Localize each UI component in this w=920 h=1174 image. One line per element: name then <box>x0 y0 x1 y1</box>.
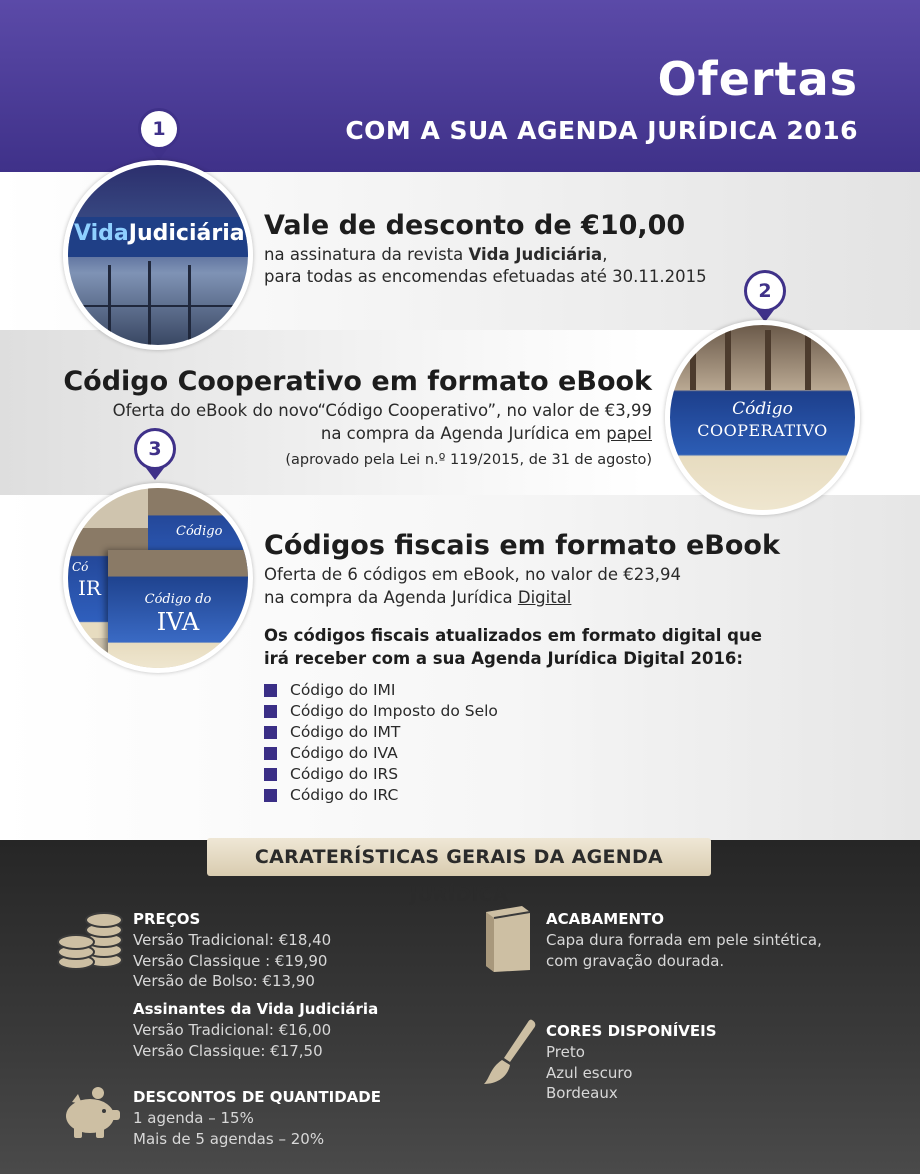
colors-lines <box>546 1042 632 1104</box>
vida-judiciaria-cover-image <box>63 160 253 350</box>
color-option: Bordeaux <box>546 1084 618 1102</box>
offer-1-pin-tail <box>150 148 168 160</box>
codigos-fiscais-cover-image <box>63 483 253 673</box>
cover-left-label: Có <box>72 560 89 574</box>
piggy-bank-icon <box>58 1086 124 1144</box>
offer-2-line-1: Oferta do eBook do novo“Código Cooperativo”, no valor de €3,99 <box>112 401 652 420</box>
paintbrush-icon <box>480 1018 540 1092</box>
finish-line: com gravação dourada. <box>546 951 725 970</box>
offer-3-line-1: Oferta de 6 códigos em eBook, no valor de €23,94 <box>264 565 681 584</box>
cover-front-line-1: Código do <box>144 592 212 607</box>
cooperativo-cover-line-2: COOPERATIVO <box>697 421 828 440</box>
offer-2-number-pin: 2 <box>744 270 786 312</box>
offer-1-line-2: para todas as encomendas efetuadas até 30.11.2015 <box>264 267 707 286</box>
page-subtitle: COM A SUA AGENDA JURÍDICA 2016 <box>345 116 858 145</box>
features-banner: CARATERÍSTICAS GERAIS DA AGENDA JURÍDICA <box>207 838 711 876</box>
cover-back-sub: IR <box>78 576 101 600</box>
list-item: Código do IRS <box>264 764 498 785</box>
price-line: Versão Tradicional: €16,00 <box>133 1021 332 1039</box>
color-option: Preto <box>546 1043 585 1061</box>
fiscal-codes-list <box>264 680 498 806</box>
offer-1-line-1 <box>264 244 607 266</box>
offer-3-number-pin: 3 <box>134 428 176 470</box>
price-line: Versão de Bolso: €13,90 <box>133 972 315 990</box>
offer-3-digital-link: Digital <box>517 588 572 607</box>
price-line: Versão Classique : €19,90 <box>133 951 328 970</box>
finish-lines <box>546 930 822 971</box>
offer-1-number-pin: 1 <box>138 108 180 150</box>
subscriber-prices-lines <box>133 1020 331 1061</box>
subscribers-title: Assinantes da Vida Judiciária <box>133 1000 379 1018</box>
prices-lines <box>133 930 331 992</box>
magazine-title-judiciaria: Judiciária <box>128 221 245 246</box>
offer-3-pin-tail <box>146 468 164 480</box>
offer-3-line-2-pre: na compra da Agenda Jurídica <box>264 588 518 607</box>
offer-1-heading: Vale de desconto de €10,00 <box>264 210 686 241</box>
offer-3-bold-line-1: Os códigos fiscais atualizados em formato digital que <box>264 626 762 645</box>
offer-2-paper-link: papel <box>606 424 652 443</box>
cooperativo-cover-line-1: Código <box>732 399 793 419</box>
discounts-title: DESCONTOS DE QUANTIDADE <box>133 1088 381 1106</box>
offer-1-magazine-name: Vida Judiciária <box>468 245 603 264</box>
color-option: Azul escuro <box>546 1063 633 1082</box>
cover-front-line-2: IVA <box>156 608 200 636</box>
coins-icon <box>56 908 124 976</box>
offer-3-heading: Códigos fiscais em formato eBook <box>264 530 780 561</box>
page-title: Ofertas <box>657 52 858 106</box>
discounts-lines <box>133 1108 324 1149</box>
prices-title: PREÇOS <box>133 910 201 928</box>
finish-title: ACABAMENTO <box>546 910 664 928</box>
cover-back-label: Código <box>176 524 223 539</box>
colors-title: CORES DISPONÍVEIS <box>546 1022 717 1040</box>
discount-line: Mais de 5 agendas – 20% <box>133 1129 325 1148</box>
offer-1-line-1-pre: na assinatura da revista <box>264 245 469 264</box>
price-line: Versão Tradicional: €18,40 <box>133 931 332 949</box>
list-item: Código do IMT <box>264 722 498 743</box>
codigo-cooperativo-cover-image <box>665 320 860 515</box>
offer-2-line-3: (aprovado pela Lei n.º 119/2015, de 31 de agosto) <box>285 452 652 468</box>
offer-2-line-2-pre: na compra da Agenda Jurídica em <box>320 424 607 443</box>
offer-3-bold-text <box>264 624 762 670</box>
offer-2-heading: Código Cooperativo em formato eBook <box>63 366 652 397</box>
magazine-title-vida: Vida <box>74 221 129 246</box>
list-item: Código do IVA <box>264 743 498 764</box>
discount-line: 1 agenda – 15% <box>133 1109 254 1127</box>
price-line: Versão Classique: €17,50 <box>133 1041 323 1060</box>
list-item: Código do Imposto do Selo <box>264 701 498 722</box>
list-item: Código do IMI <box>264 680 498 701</box>
offer-3-bold-line-2: irá receber com a sua Agenda Jurídica Digital 2016: <box>264 649 744 668</box>
list-item: Código do IRC <box>264 785 498 806</box>
finish-line: Capa dura forrada em pele sintética, <box>546 931 822 949</box>
offer-3-line-2 <box>264 587 571 609</box>
offer-2-line-2 <box>321 423 652 445</box>
offer-1-line-1-post: , <box>602 245 608 264</box>
book-icon <box>482 904 534 978</box>
